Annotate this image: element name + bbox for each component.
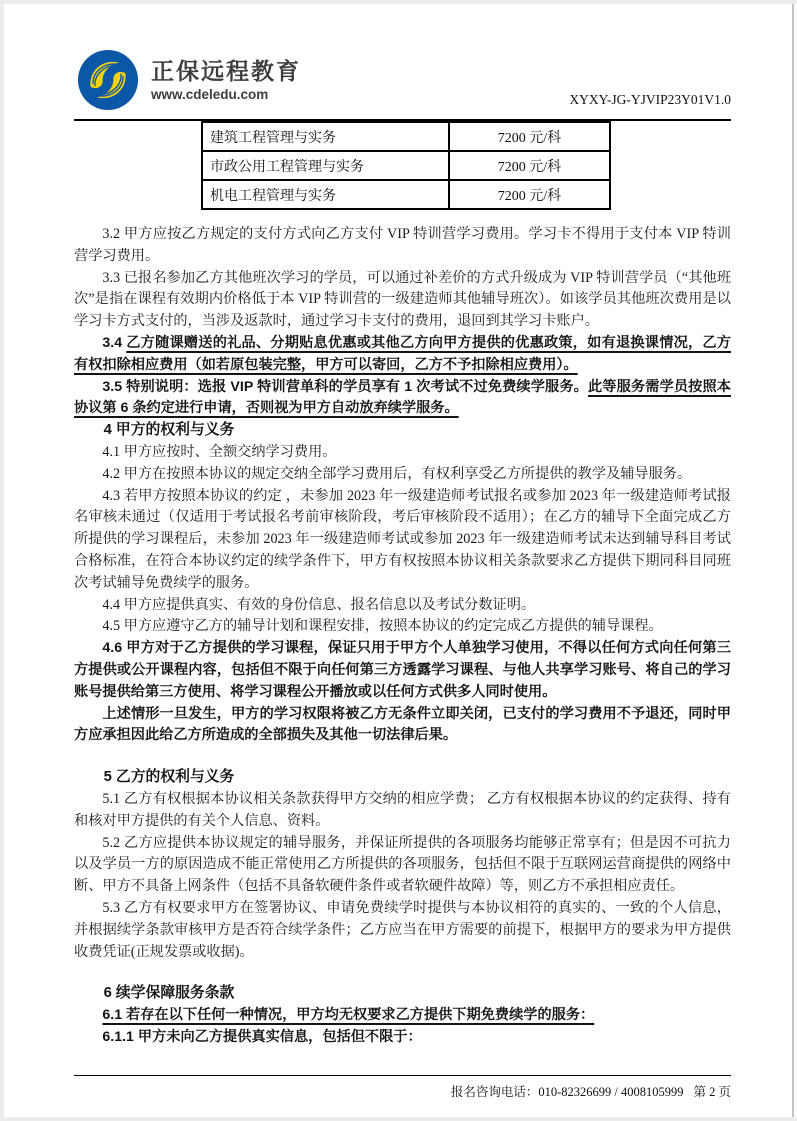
- text-run: 4.5 甲方应遵守乙方的辅导计划和课程安排，按照本协议的约定完成乙方提供的辅导课程。: [102, 618, 663, 635]
- footer-contact-label: 报名咨询电话：: [450, 1085, 539, 1099]
- page-number: 第 2 页: [693, 1085, 731, 1099]
- paragraph: [74, 595, 731, 617]
- blank-line: [74, 747, 731, 767]
- paragraph: [74, 833, 731, 898]
- paragraph: [74, 333, 731, 377]
- price-cell: 7200 元/科: [449, 151, 610, 180]
- price-cell: 7200 元/科: [449, 180, 610, 209]
- subject-cell: 建筑工程管理与实务: [202, 122, 449, 151]
- text-run: 3.4: [102, 334, 127, 351]
- paragraph: [74, 1005, 731, 1027]
- paragraph: [74, 704, 731, 748]
- footer-phone-numbers: 010-82326699 / 4008105999: [538, 1085, 684, 1099]
- contract-body: [74, 224, 731, 1049]
- text-run: 3.2 甲方应按乙方规定的支付方式向乙方支付 VIP 特训营学习费用。学习卡不得用于支付本 VIP 特训营学习费用。: [74, 226, 731, 264]
- text-run: 5.2 乙方应提供本协议规定的辅导服务，并保证所提供的各项服务均能够正常享有；但是因不可抗力以及学员一方的原因造成不能正常使用乙方所提供的各项服务，包括但不限于互联网运营商提供的网络中断、甲方不具备上网条件（包括不具备软硬件条件或者软硬件故障）等，则乙方不承担相应责任。: [74, 834, 731, 895]
- text-run: 上述情形一旦发生，甲方的学习权限将被乙方无条件立即关闭，已支付的学习费用不予退还，同时甲方应承担因此给乙方所造成的全部损失及其他一切法律后果。: [74, 705, 731, 744]
- brand-text-block: [151, 58, 301, 102]
- paragraph: [74, 442, 731, 464]
- paragraph: [74, 268, 731, 333]
- section-heading: [74, 983, 731, 1005]
- swirl-globe-icon: [77, 49, 139, 111]
- text-run: 4.1 甲方应按时、全额交纳学习费用。: [102, 443, 337, 460]
- paragraph: [74, 224, 731, 268]
- section-heading: [74, 420, 731, 442]
- paragraph: [74, 898, 731, 963]
- page-footer: [74, 1075, 731, 1100]
- brand-url: www.cdeledu.com: [151, 87, 269, 102]
- paragraph: [74, 377, 731, 421]
- text-run: 3.3 已报名参加乙方其他班次学习的学员，可以通过补差价的方式升级成为 VIP 特训营学员（“其他班次”是指在课程有效期内价格低于本 VIP 特训营的一级建造师其他辅导班次）。如该学员其他班次费用是以学习卡方式支付的，当涉及返款时，通过学习卡支付的费用，退回到其学习卡账户。: [74, 269, 731, 330]
- brand-name: 正保远程教育: [151, 58, 301, 84]
- text-run: 5 乙方的权利与义务: [103, 769, 235, 786]
- section-heading: [74, 767, 731, 789]
- brand-logo: [77, 49, 301, 111]
- doc-code: XYXY-JG-YJVIP23Y01V1.0: [569, 92, 731, 107]
- text-run: 乙方随课赠送的礼品、分期贴息优惠或其他乙方向甲方提供的优惠政策，如有退换课情况，乙方有权扣除相应费用（如若原包装完整，甲方可以寄回，乙方不予扣除相应费用）。: [74, 334, 731, 373]
- text-run: 4.4 甲方应提供真实、有效的身份信息、报名信息以及考试分数证明。: [102, 596, 536, 613]
- text-run: 4.3 若甲方按照本协议的约定 ，未参加 2023 年一级建造师考试报名或参加 2023 年一级建造师考试报名审核未通过（仅适用于考试报名考前审核阶段，考后审核阶段不适用）；在乙方的辅导下全面完成乙方所提供的学习课程后，未参加 2023 年一级建造师考试或参加 2023 年一级建造师考试未达到辅导科目考试合格标准，在符合本协议约定的续学条件下，甲方有权按照本协议相关条款要求乙方提供下期同科目同班次考试辅导免费续学的服务。: [74, 487, 731, 591]
- text-run: 5.3 乙方有权要求甲方在签署协议、申请免费续学时提供与本协议相符的真实的、一致的个人信息，并根据续学条款审核甲方是否符合续学条件；乙方应当在甲方需要的前提下，根据甲方的要求为甲方提供收费凭证(正规发票或收据)。: [74, 899, 731, 960]
- paragraph: [74, 789, 731, 833]
- subject-cell: 市政公用工程管理与实务: [202, 151, 449, 180]
- paragraph: [74, 486, 731, 595]
- text-run: 4.6 甲方对于乙方提供的学习课程，保证只用于甲方个人单独学习使用，不得以任何方式向任何第三方提供或公开课程内容，包括但不限于向任何第三方透露学习课程、与他人共享学习账号、将自己的学习账号提供给第三方使用、将学习课程公开播放或以任何方式供多人同时使用。: [74, 640, 731, 700]
- paragraph: [74, 464, 731, 486]
- text-run: 4.2 甲方在按照本协议的规定交纳全部学习费用后，有权利享受乙方所提供的教学及辅导服务。: [102, 465, 692, 482]
- subject-cell: 机电工程管理与实务: [202, 180, 449, 209]
- text-run: 4 甲方的权利与义务: [103, 422, 235, 439]
- text-run: 6.1.1 甲方未向乙方提供真实信息，包括但不限于：: [102, 1028, 422, 1045]
- text-run: 此等服务需学员按照本协议第 6 条约定进行申请，否则视为甲方自动放弃续学服务。: [74, 378, 731, 417]
- price-cell: 7200 元/科: [449, 122, 610, 151]
- paragraph: [74, 1027, 731, 1049]
- page-edge-line: [792, 4, 794, 1117]
- paragraph: [74, 616, 731, 638]
- text-run: 6 续学保障服务条款: [103, 985, 235, 1002]
- text-run: 5.1 乙方有权根据本协议相关条款获得甲方交纳的相应学费； 乙方有权根据本协议的约定获得、持有和核对甲方提供的有关个人信息、资料。: [74, 790, 731, 829]
- blank-line: [74, 963, 731, 983]
- text-run: 3.5 特别说明：选报 VIP 特训营单科的学员享有 1 次考试不过免费续学服务。: [102, 378, 588, 395]
- text-run: 6.1 若存在以下任何一种情况，甲方均无权要求乙方提供下期免费续学的服务：: [102, 1007, 595, 1024]
- table-row: [202, 151, 610, 180]
- price-table: [201, 121, 611, 210]
- table-row: [202, 122, 610, 151]
- table-row: [202, 180, 610, 209]
- paragraph: [74, 638, 731, 703]
